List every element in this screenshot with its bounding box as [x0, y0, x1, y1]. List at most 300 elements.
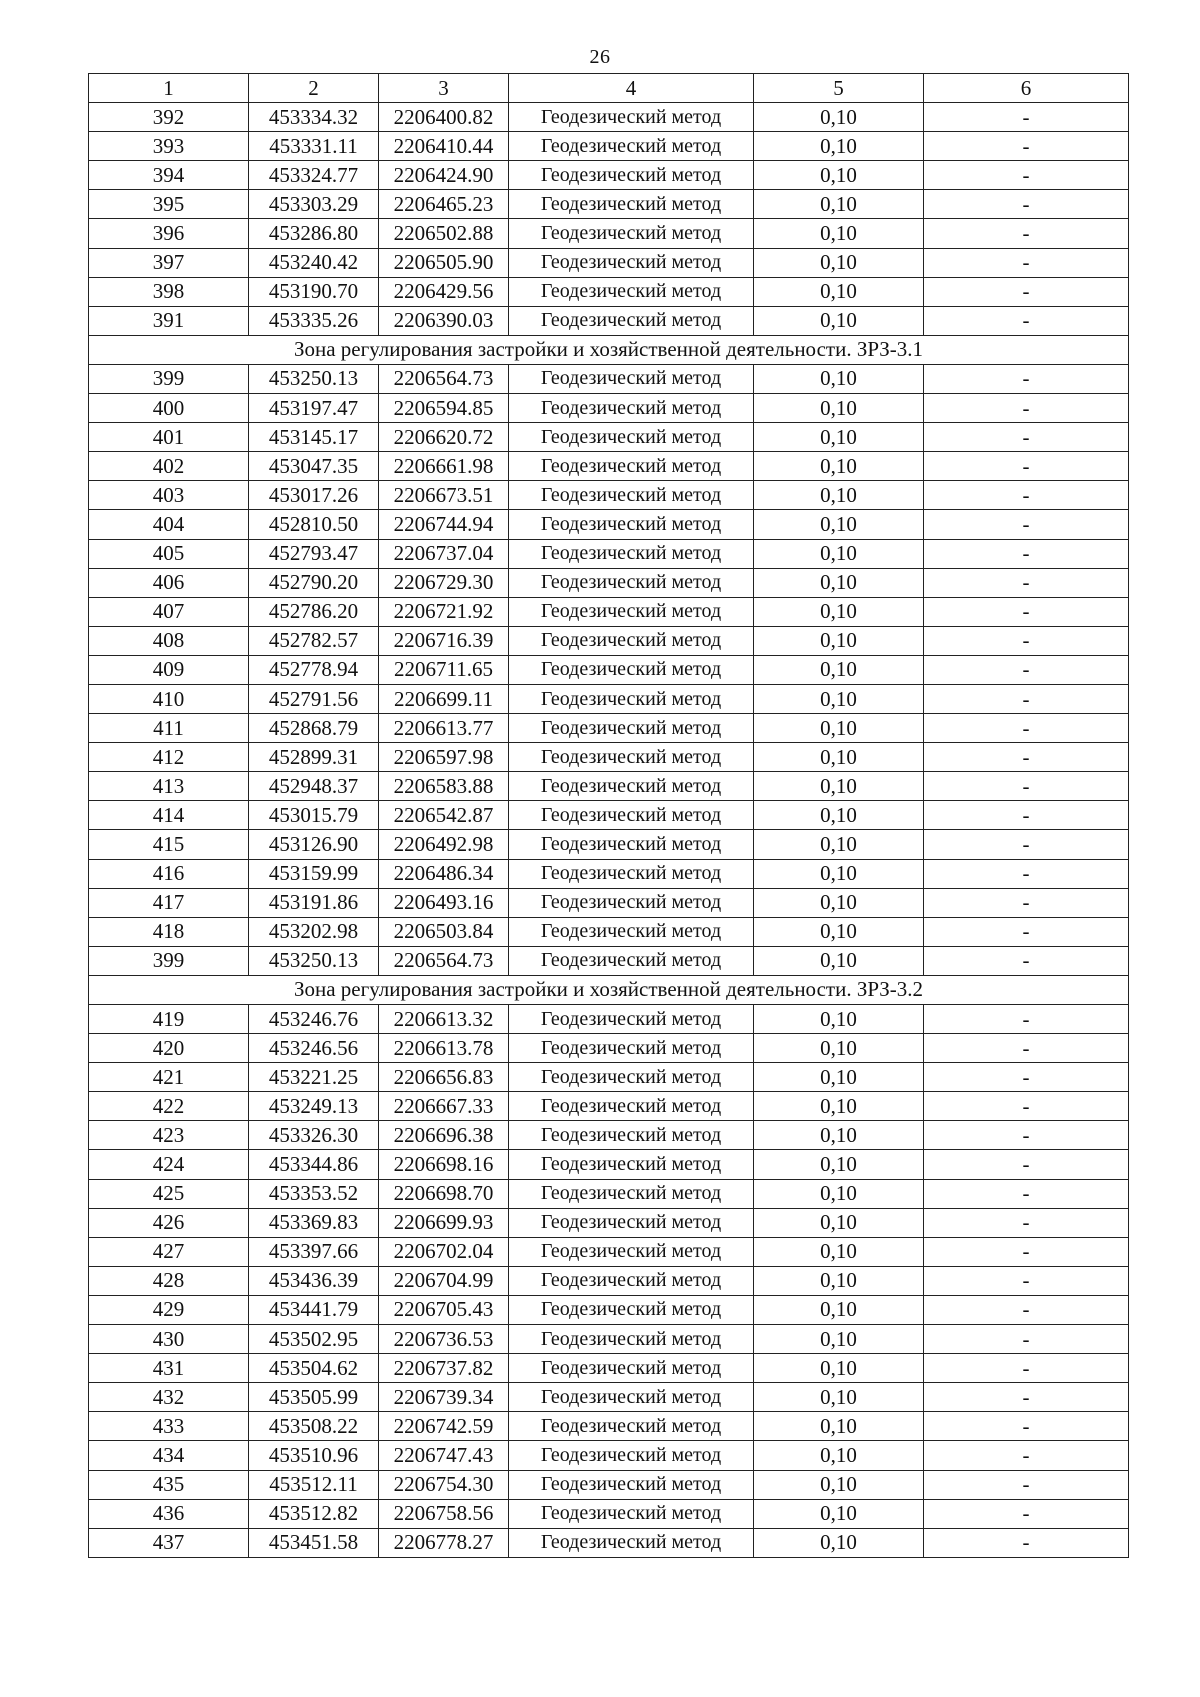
table-cell: -	[924, 1354, 1129, 1383]
table-cell: 0,10	[754, 801, 924, 830]
table-cell: 0,10	[754, 1354, 924, 1383]
table-cell: 2206502.88	[379, 219, 509, 248]
table-row	[89, 1470, 1129, 1499]
table-cell: -	[924, 190, 1129, 219]
table-cell: -	[924, 1499, 1129, 1528]
table-cell: Геодезический метод	[509, 946, 754, 975]
table-cell: 453334.32	[249, 103, 379, 132]
table-cell: 2206737.82	[379, 1354, 509, 1383]
table-cell: 2206503.84	[379, 917, 509, 946]
table-row	[89, 1441, 1129, 1470]
table-cell: 0,10	[754, 655, 924, 684]
table-cell: 2206400.82	[379, 103, 509, 132]
table-cell: Геодезический метод	[509, 1063, 754, 1092]
table-cell: -	[924, 1441, 1129, 1470]
table-cell: 425	[89, 1179, 249, 1208]
table-cell: 2206744.94	[379, 510, 509, 539]
table-cell: -	[924, 481, 1129, 510]
table-cell: 453331.11	[249, 132, 379, 161]
table-row	[89, 917, 1129, 946]
table-cell: -	[924, 248, 1129, 277]
table-cell: 2206698.70	[379, 1179, 509, 1208]
table-cell: 453441.79	[249, 1295, 379, 1324]
table-row	[89, 1005, 1129, 1034]
table-cell: 453145.17	[249, 423, 379, 452]
table-cell: 400	[89, 394, 249, 423]
table-cell: 435	[89, 1470, 249, 1499]
table-cell: 408	[89, 626, 249, 655]
table-cell: 2206742.59	[379, 1412, 509, 1441]
table-cell: 2206465.23	[379, 190, 509, 219]
table-cell: 453505.99	[249, 1383, 379, 1412]
coordinates-table	[88, 73, 1129, 1558]
table-cell: Геодезический метод	[509, 452, 754, 481]
table-cell: 452782.57	[249, 626, 379, 655]
table-cell: Геодезический метод	[509, 277, 754, 306]
table-cell: 422	[89, 1092, 249, 1121]
table-row	[89, 219, 1129, 248]
table-cell: 405	[89, 539, 249, 568]
table-cell: 2206656.83	[379, 1063, 509, 1092]
table-cell: 413	[89, 772, 249, 801]
table-cell: 0,10	[754, 1266, 924, 1295]
table-cell: 0,10	[754, 1295, 924, 1324]
table-cell: 396	[89, 219, 249, 248]
table-cell: 453344.86	[249, 1150, 379, 1179]
table-cell: 0,10	[754, 103, 924, 132]
table-cell: 434	[89, 1441, 249, 1470]
table-cell: 0,10	[754, 946, 924, 975]
table-cell: -	[924, 1528, 1129, 1557]
table-cell: 453451.58	[249, 1528, 379, 1557]
table-cell: Геодезический метод	[509, 1150, 754, 1179]
table-cell: 429	[89, 1295, 249, 1324]
table-cell: 0,10	[754, 1092, 924, 1121]
table-body	[89, 103, 1129, 1558]
table-cell: 2206424.90	[379, 161, 509, 190]
table-row	[89, 1034, 1129, 1063]
table-cell: Геодезический метод	[509, 597, 754, 626]
table-cell: 2206699.11	[379, 684, 509, 713]
table-cell: 0,10	[754, 161, 924, 190]
table-cell: 431	[89, 1354, 249, 1383]
table-cell: 453246.56	[249, 1034, 379, 1063]
table-cell: 453436.39	[249, 1266, 379, 1295]
table-cell: 2206613.78	[379, 1034, 509, 1063]
table-cell: Геодезический метод	[509, 423, 754, 452]
table-cell: 397	[89, 248, 249, 277]
table-cell: 453250.13	[249, 946, 379, 975]
table-row	[89, 859, 1129, 888]
table-cell: Геодезический метод	[509, 1528, 754, 1557]
table-cell: Геодезический метод	[509, 1383, 754, 1412]
table-cell: 453353.52	[249, 1179, 379, 1208]
table-cell: 2206661.98	[379, 452, 509, 481]
table-cell: -	[924, 423, 1129, 452]
table-cell: 418	[89, 917, 249, 946]
table-cell: -	[924, 510, 1129, 539]
table-row	[89, 743, 1129, 772]
table-cell: 420	[89, 1034, 249, 1063]
table-cell: 432	[89, 1383, 249, 1412]
table-cell: Геодезический метод	[509, 1441, 754, 1470]
table-cell: 453159.99	[249, 859, 379, 888]
table-cell: 2206486.34	[379, 859, 509, 888]
table-row	[89, 597, 1129, 626]
table-cell: Геодезический метод	[509, 132, 754, 161]
table-cell: 2206716.39	[379, 626, 509, 655]
table-cell: 453249.13	[249, 1092, 379, 1121]
table-cell: 407	[89, 597, 249, 626]
table-cell: 2206410.44	[379, 132, 509, 161]
table-cell: 0,10	[754, 1441, 924, 1470]
table-cell: 452793.47	[249, 539, 379, 568]
table-cell: Геодезический метод	[509, 1499, 754, 1528]
table-row	[89, 539, 1129, 568]
table-cell: 0,10	[754, 364, 924, 393]
table-row	[89, 888, 1129, 917]
table-cell: 453191.86	[249, 888, 379, 917]
table-cell: 0,10	[754, 1499, 924, 1528]
table-cell: 0,10	[754, 423, 924, 452]
table-cell: 2206758.56	[379, 1499, 509, 1528]
table-cell: 0,10	[754, 190, 924, 219]
table-cell: 411	[89, 714, 249, 743]
table-cell: Геодезический метод	[509, 888, 754, 917]
table-cell: 437	[89, 1528, 249, 1557]
table-row	[89, 568, 1129, 597]
table-cell: 0,10	[754, 510, 924, 539]
table-cell: 2206594.85	[379, 394, 509, 423]
column-header: 5	[754, 74, 924, 103]
table-cell: 453335.26	[249, 306, 379, 335]
table-cell: 2206505.90	[379, 248, 509, 277]
table-cell: 2206429.56	[379, 277, 509, 306]
table-cell: 453510.96	[249, 1441, 379, 1470]
table-cell: 0,10	[754, 452, 924, 481]
table-cell: Геодезический метод	[509, 1237, 754, 1266]
table-cell: 0,10	[754, 248, 924, 277]
table-cell: 0,10	[754, 1063, 924, 1092]
zone-heading-row	[89, 975, 1129, 1004]
table-cell: Геодезический метод	[509, 481, 754, 510]
table-cell: Геодезический метод	[509, 714, 754, 743]
table-row	[89, 655, 1129, 684]
table-cell: 416	[89, 859, 249, 888]
table-cell: -	[924, 1266, 1129, 1295]
table-cell: -	[924, 655, 1129, 684]
table-cell: Геодезический метод	[509, 772, 754, 801]
table-row	[89, 1499, 1129, 1528]
table-cell: 2206698.16	[379, 1150, 509, 1179]
table-row	[89, 830, 1129, 859]
table-cell: 2206542.87	[379, 801, 509, 830]
table-cell: 0,10	[754, 1383, 924, 1412]
table-cell: -	[924, 714, 1129, 743]
table-cell: Геодезический метод	[509, 1005, 754, 1034]
table-row	[89, 772, 1129, 801]
table-cell: 428	[89, 1266, 249, 1295]
table-cell: 453286.80	[249, 219, 379, 248]
table-cell: 393	[89, 132, 249, 161]
table-cell: Геодезический метод	[509, 655, 754, 684]
table-cell: -	[924, 161, 1129, 190]
table-row	[89, 1063, 1129, 1092]
table-row	[89, 1412, 1129, 1441]
table-row	[89, 277, 1129, 306]
table-cell: 453369.83	[249, 1208, 379, 1237]
table-cell: 0,10	[754, 684, 924, 713]
page-number: 26	[589, 46, 611, 68]
table-cell: 403	[89, 481, 249, 510]
table-cell: 392	[89, 103, 249, 132]
table-cell: 453221.25	[249, 1063, 379, 1092]
table-cell: 2206704.99	[379, 1266, 509, 1295]
table-cell: 0,10	[754, 1237, 924, 1266]
table-cell: -	[924, 1034, 1129, 1063]
zone-title: Зона регулирования застройки и хозяйственной деятельности. ЗРЗ-3.1	[89, 335, 1129, 364]
table-cell: Геодезический метод	[509, 161, 754, 190]
table-cell: -	[924, 1005, 1129, 1034]
table-cell: -	[924, 1092, 1129, 1121]
table-cell: 406	[89, 568, 249, 597]
table-cell: 0,10	[754, 1150, 924, 1179]
table-row	[89, 103, 1129, 132]
table-cell: 2206711.65	[379, 655, 509, 684]
table-cell: 395	[89, 190, 249, 219]
table-cell: -	[924, 917, 1129, 946]
table-cell: -	[924, 539, 1129, 568]
table-cell: -	[924, 1295, 1129, 1324]
table-row	[89, 452, 1129, 481]
table-cell: 402	[89, 452, 249, 481]
column-header: 1	[89, 74, 249, 103]
table-cell: 0,10	[754, 714, 924, 743]
table-cell: Геодезический метод	[509, 1412, 754, 1441]
table-cell: 2206597.98	[379, 743, 509, 772]
table-row	[89, 1266, 1129, 1295]
column-header: 4	[509, 74, 754, 103]
table-cell: -	[924, 1121, 1129, 1150]
table-cell: 453202.98	[249, 917, 379, 946]
table-cell: 0,10	[754, 219, 924, 248]
table-row	[89, 946, 1129, 975]
table-cell: 2206613.77	[379, 714, 509, 743]
table-cell: Геодезический метод	[509, 1208, 754, 1237]
table-cell: 2206620.72	[379, 423, 509, 452]
table-cell: 0,10	[754, 1325, 924, 1354]
table-cell: -	[924, 364, 1129, 393]
table-cell: 2206721.92	[379, 597, 509, 626]
table-cell: 453512.11	[249, 1470, 379, 1499]
table-cell: 453126.90	[249, 830, 379, 859]
table-row	[89, 1325, 1129, 1354]
table-cell: Геодезический метод	[509, 917, 754, 946]
table-cell: 452948.37	[249, 772, 379, 801]
table-cell: 453326.30	[249, 1121, 379, 1150]
table-row	[89, 1383, 1129, 1412]
table-cell: 0,10	[754, 1179, 924, 1208]
table-cell: 0,10	[754, 830, 924, 859]
table-cell: 0,10	[754, 597, 924, 626]
table-cell: Геодезический метод	[509, 248, 754, 277]
table-cell: Геодезический метод	[509, 219, 754, 248]
table-row	[89, 132, 1129, 161]
table-cell: -	[924, 1179, 1129, 1208]
zone-title: Зона регулирования застройки и хозяйственной деятельности. ЗРЗ-3.2	[89, 975, 1129, 1004]
table-cell: 2206667.33	[379, 1092, 509, 1121]
table-cell: 453250.13	[249, 364, 379, 393]
table-cell: 2206564.73	[379, 946, 509, 975]
table-cell: 2206737.04	[379, 539, 509, 568]
header-row	[89, 74, 1129, 103]
table-cell: 0,10	[754, 859, 924, 888]
table-cell: -	[924, 452, 1129, 481]
table-cell: -	[924, 859, 1129, 888]
zone-heading-row	[89, 335, 1129, 364]
column-header: 2	[249, 74, 379, 103]
table-cell: -	[924, 132, 1129, 161]
table-row	[89, 1354, 1129, 1383]
table-cell: Геодезический метод	[509, 394, 754, 423]
table-cell: 452899.31	[249, 743, 379, 772]
table-cell: 0,10	[754, 277, 924, 306]
table-cell: 453303.29	[249, 190, 379, 219]
table-row	[89, 1295, 1129, 1324]
table-cell: Геодезический метод	[509, 190, 754, 219]
table-row	[89, 423, 1129, 452]
table-cell: 453512.82	[249, 1499, 379, 1528]
table-cell: -	[924, 684, 1129, 713]
table-row	[89, 161, 1129, 190]
table-cell: Геодезический метод	[509, 743, 754, 772]
table-cell: 427	[89, 1237, 249, 1266]
table-cell: -	[924, 946, 1129, 975]
table-cell: 453397.66	[249, 1237, 379, 1266]
table-cell: 433	[89, 1412, 249, 1441]
table-cell: -	[924, 306, 1129, 335]
table-cell: 2206493.16	[379, 888, 509, 917]
table-row	[89, 714, 1129, 743]
table-row	[89, 394, 1129, 423]
table-cell: 453502.95	[249, 1325, 379, 1354]
table-cell: -	[924, 394, 1129, 423]
table-cell: 0,10	[754, 539, 924, 568]
table-cell: Геодезический метод	[509, 510, 754, 539]
table-row	[89, 481, 1129, 510]
table-cell: 404	[89, 510, 249, 539]
table-row	[89, 306, 1129, 335]
table-cell: -	[924, 1412, 1129, 1441]
column-header: 6	[924, 74, 1129, 103]
table-cell: 412	[89, 743, 249, 772]
table-cell: 414	[89, 801, 249, 830]
table-row	[89, 1092, 1129, 1121]
table-cell: 0,10	[754, 568, 924, 597]
table-row	[89, 510, 1129, 539]
table-cell: 0,10	[754, 1121, 924, 1150]
table-cell: 0,10	[754, 132, 924, 161]
table-cell: 0,10	[754, 394, 924, 423]
table-cell: 0,10	[754, 1470, 924, 1499]
table-cell: 417	[89, 888, 249, 917]
table-cell: -	[924, 801, 1129, 830]
table-cell: 452868.79	[249, 714, 379, 743]
table-row	[89, 1150, 1129, 1179]
table-cell: 394	[89, 161, 249, 190]
table-cell: 452790.20	[249, 568, 379, 597]
table-row	[89, 364, 1129, 393]
table-cell: 2206583.88	[379, 772, 509, 801]
table-row	[89, 1121, 1129, 1150]
table-cell: 0,10	[754, 1005, 924, 1034]
table-row	[89, 1237, 1129, 1266]
table-cell: 0,10	[754, 917, 924, 946]
table-cell: Геодезический метод	[509, 1266, 754, 1295]
table-cell: 424	[89, 1150, 249, 1179]
table-row	[89, 248, 1129, 277]
table-cell: -	[924, 626, 1129, 655]
table-cell: Геодезический метод	[509, 1034, 754, 1063]
table-cell: 453190.70	[249, 277, 379, 306]
table-cell: 2206390.03	[379, 306, 509, 335]
table-cell: 452791.56	[249, 684, 379, 713]
table-cell: Геодезический метод	[509, 1295, 754, 1324]
table-cell: -	[924, 1237, 1129, 1266]
table-cell: 2206754.30	[379, 1470, 509, 1499]
table-cell: -	[924, 743, 1129, 772]
table-cell: 0,10	[754, 626, 924, 655]
table-cell: 453015.79	[249, 801, 379, 830]
table-cell: 453017.26	[249, 481, 379, 510]
table-cell: Геодезический метод	[509, 1325, 754, 1354]
table-cell: -	[924, 888, 1129, 917]
table-cell: Геодезический метод	[509, 539, 754, 568]
table-cell: -	[924, 1383, 1129, 1412]
table-cell: Геодезический метод	[509, 306, 754, 335]
table-cell: -	[924, 1063, 1129, 1092]
table-cell: Геодезический метод	[509, 1354, 754, 1383]
table-cell: 453508.22	[249, 1412, 379, 1441]
table-cell: 2206699.93	[379, 1208, 509, 1237]
table-cell: 452778.94	[249, 655, 379, 684]
table-row	[89, 684, 1129, 713]
column-header: 3	[379, 74, 509, 103]
table-cell: 399	[89, 946, 249, 975]
table-cell: 0,10	[754, 481, 924, 510]
table-row	[89, 190, 1129, 219]
table-cell: 423	[89, 1121, 249, 1150]
table-cell: 0,10	[754, 888, 924, 917]
table-cell: Геодезический метод	[509, 364, 754, 393]
table-cell: 2206492.98	[379, 830, 509, 859]
table-cell: 399	[89, 364, 249, 393]
table-cell: -	[924, 568, 1129, 597]
table-cell: Геодезический метод	[509, 568, 754, 597]
table-cell: 0,10	[754, 743, 924, 772]
table-cell: -	[924, 219, 1129, 248]
table-row	[89, 626, 1129, 655]
table-row	[89, 801, 1129, 830]
table-cell: 410	[89, 684, 249, 713]
table-cell: 0,10	[754, 1528, 924, 1557]
table-cell: 2206747.43	[379, 1441, 509, 1470]
table-cell: 415	[89, 830, 249, 859]
table-cell: 2206613.32	[379, 1005, 509, 1034]
table-cell: Геодезический метод	[509, 859, 754, 888]
table-cell: 453240.42	[249, 248, 379, 277]
table-cell: 453504.62	[249, 1354, 379, 1383]
